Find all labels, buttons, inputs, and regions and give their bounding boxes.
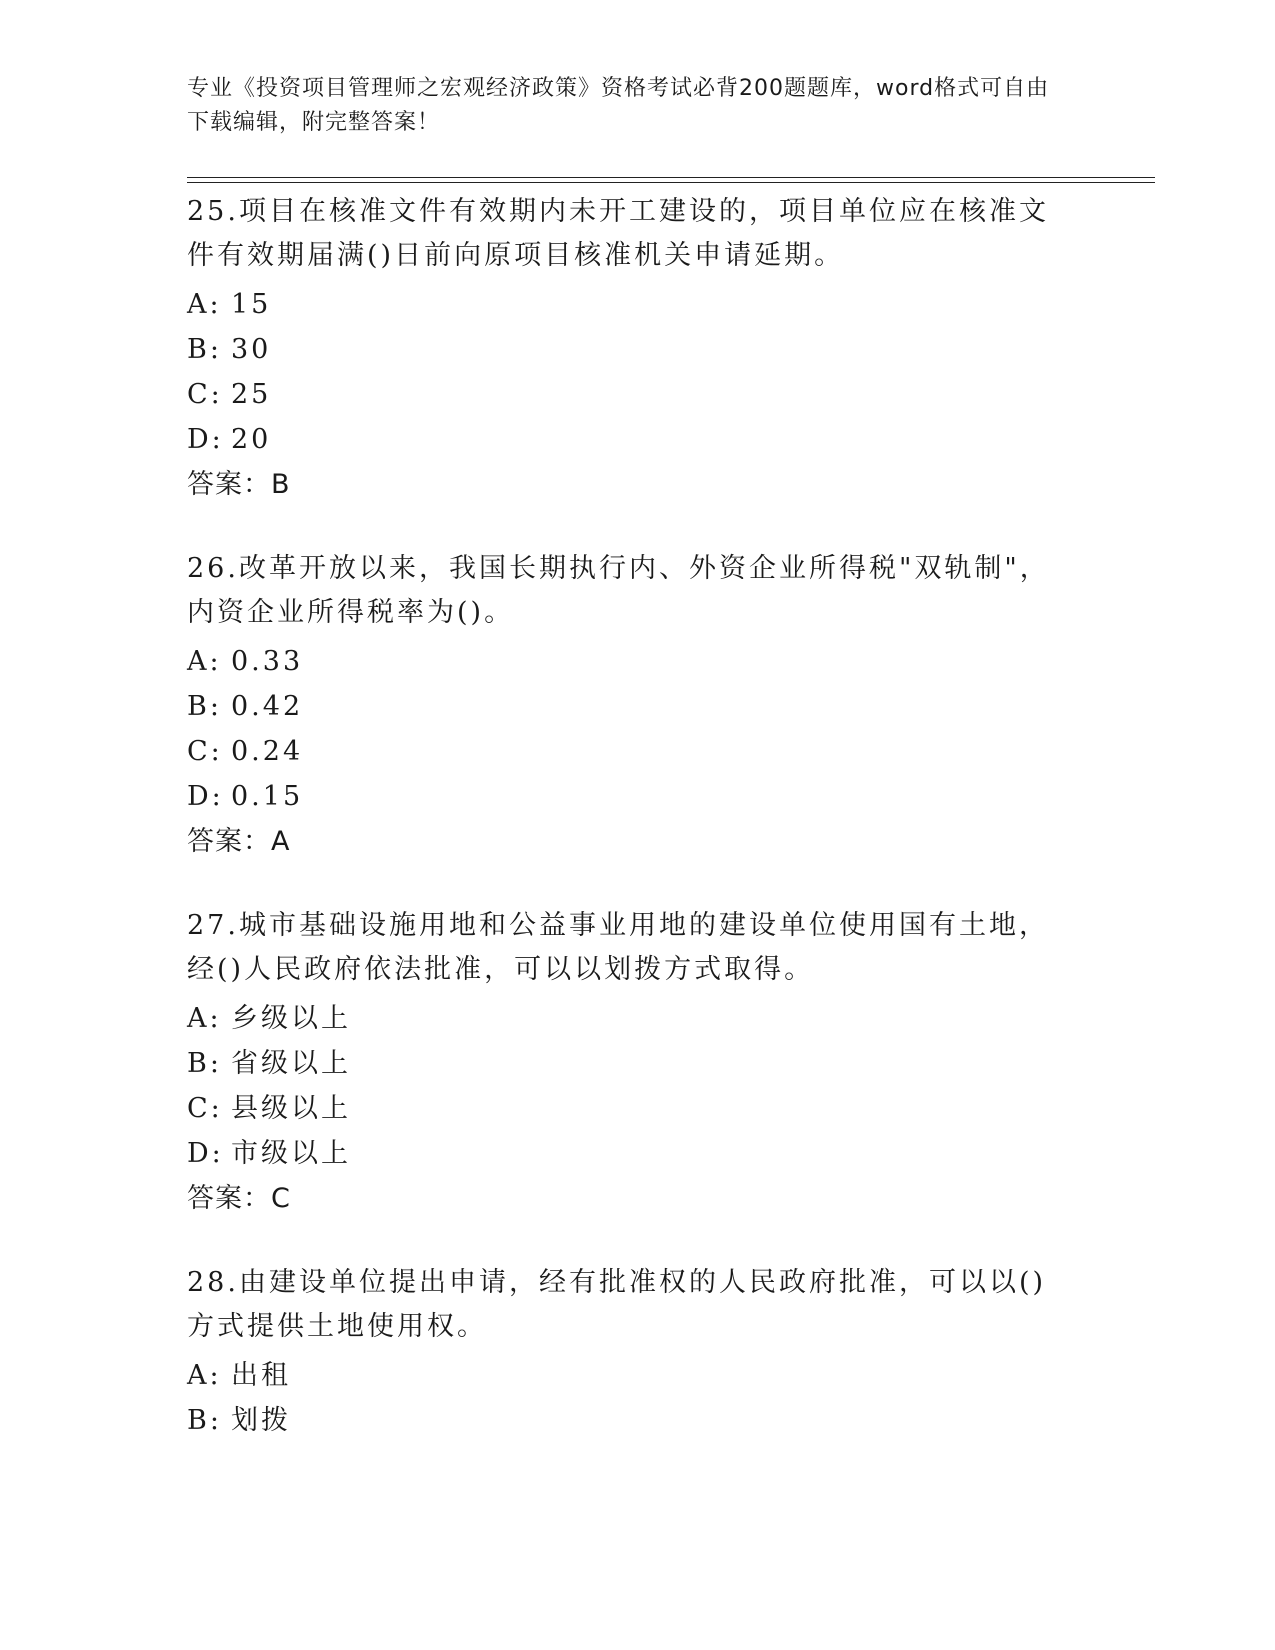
question-25 [187, 190, 1067, 507]
question-stem: 27.城市基础设施用地和公益事业用地的建设单位使用国有土地，经()人民政府依法批准，可以以划拨方式取得。 [187, 910, 1049, 985]
question-stem: 25.项目在核准文件有效期内未开工建设的，项目单位应在核准文件有效期届满()日前向原项目核准机关申请延期。 [187, 196, 1049, 271]
option-b [187, 1041, 1067, 1086]
answer-line: 答案：C [187, 1183, 291, 1214]
answer-line: 答案：A [187, 826, 291, 857]
option-letter: C: [187, 379, 223, 410]
option-letter: C: [187, 736, 223, 767]
question-26 [187, 547, 1067, 864]
option-b [187, 327, 1067, 372]
header-rule-bottom [187, 182, 1155, 183]
option-text: 乡级以上 [231, 1003, 351, 1034]
option-c [187, 372, 1067, 417]
option-text: 省级以上 [231, 1048, 351, 1079]
option-text: 0.42 [231, 691, 304, 722]
option-letter: A: [187, 1360, 222, 1391]
option-letter: B: [187, 1405, 222, 1436]
option-letter: C: [187, 1093, 223, 1124]
option-a [187, 1353, 1067, 1398]
question-list [187, 190, 1067, 1483]
option-text: 20 [231, 424, 272, 455]
option-a [187, 282, 1067, 327]
option-text: 0.15 [231, 781, 304, 812]
option-text: 0.33 [231, 646, 304, 677]
option-letter: B: [187, 691, 222, 722]
header-rule-top [187, 177, 1155, 178]
option-text: 县级以上 [231, 1093, 351, 1124]
option-letter: D: [187, 1138, 224, 1169]
question-27 [187, 904, 1067, 1221]
answer-line: 答案：B [187, 469, 291, 500]
option-letter: B: [187, 334, 222, 365]
option-b [187, 684, 1067, 729]
option-c [187, 729, 1067, 774]
option-a [187, 996, 1067, 1041]
option-letter: D: [187, 781, 224, 812]
option-letter: A: [187, 1003, 222, 1034]
option-text: 市级以上 [231, 1138, 351, 1169]
option-letter: B: [187, 1048, 222, 1079]
option-text: 25 [231, 379, 272, 410]
page-header: 专业《投资项目管理师之宏观经济政策》资格考试必背200题题库，word格式可自由下载编辑，附完整答案！ [187, 76, 1050, 135]
option-text: 30 [231, 334, 272, 365]
option-letter: D: [187, 424, 224, 455]
option-text: 划拨 [231, 1405, 291, 1436]
question-28 [187, 1261, 1067, 1443]
option-b [187, 1398, 1067, 1443]
option-d [187, 417, 1067, 462]
option-d [187, 1131, 1067, 1176]
option-text: 0.24 [231, 736, 304, 767]
question-stem: 26.改革开放以来，我国长期执行内、外资企业所得税"双轨制"，内资企业所得税率为()。 [187, 553, 1050, 628]
option-text: 出租 [231, 1360, 291, 1391]
question-stem: 28.由建设单位提出申请，经有批准权的人民政府批准，可以以()方式提供土地使用权。 [187, 1267, 1047, 1342]
option-letter: A: [187, 646, 222, 677]
option-text: 15 [231, 289, 272, 320]
option-a [187, 639, 1067, 684]
option-d [187, 774, 1067, 819]
option-c [187, 1086, 1067, 1131]
option-letter: A: [187, 289, 222, 320]
